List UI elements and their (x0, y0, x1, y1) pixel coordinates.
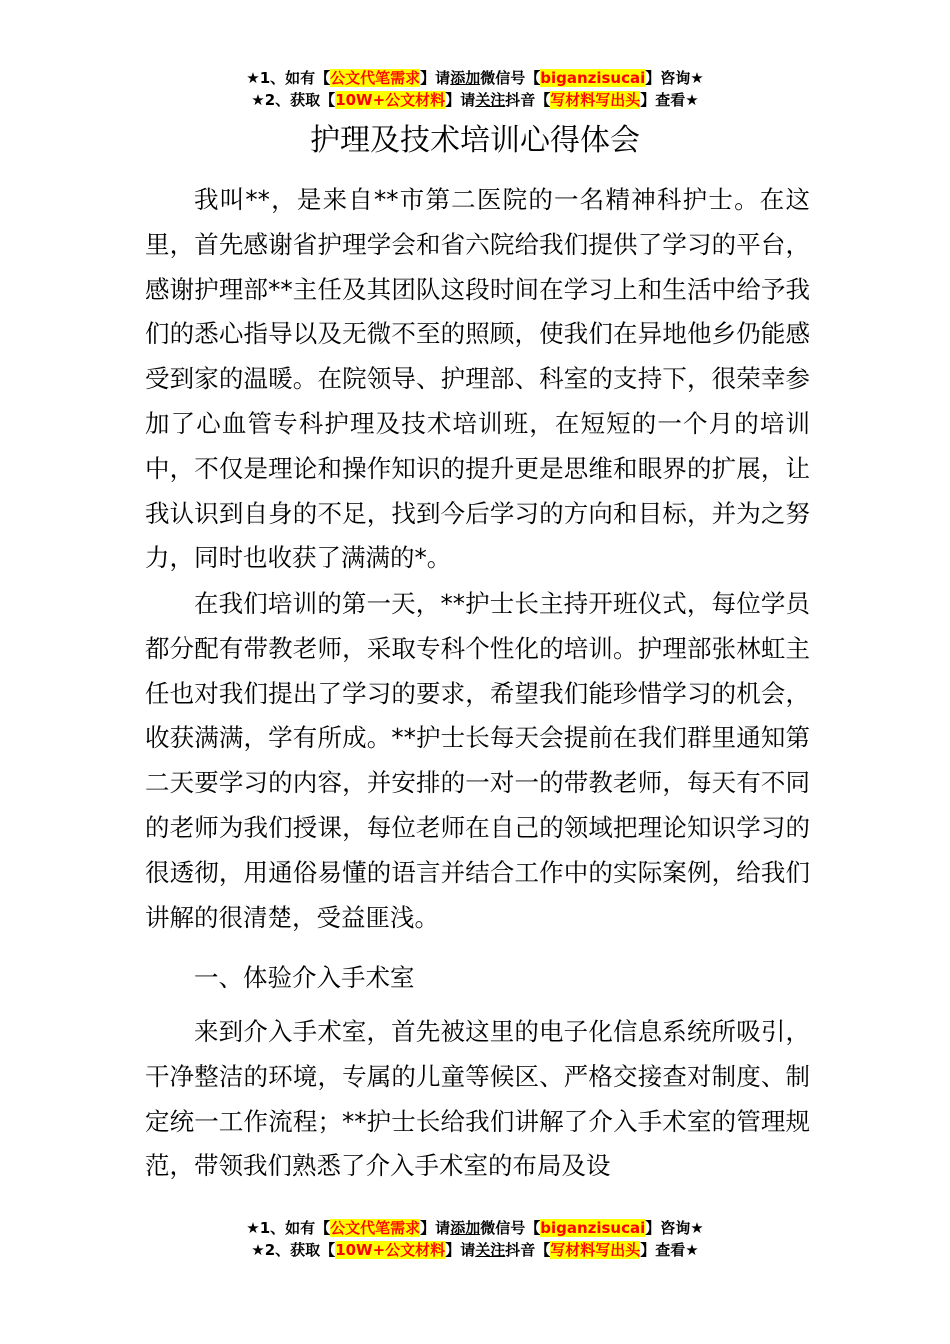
ad-text: 微信号【 (480, 69, 541, 87)
ad-text: ★2、获取【 (251, 91, 336, 109)
ad-underline: 添加 (450, 1219, 481, 1237)
ad-text: 】咨询★ (645, 69, 704, 87)
ad-text: 】请 (420, 69, 451, 87)
ad-text: 】查看★ (640, 91, 699, 109)
ad-line-2 (0, 89, 950, 111)
ad-text: 】咨询★ (645, 1219, 704, 1237)
ad-highlight: 10W+公文材料 (335, 1241, 446, 1259)
ad-wechat-id: biganzisucai (540, 69, 646, 87)
body-paragraph: 在我们培训的第一天，**护士长主持开班仪式，每位学员都分配有带教老师，采取专科个性化的培训。护理部张林虹主任也对我们提出了学习的要求，希望我们能珍惜学习的机会，收获满满，学有所成。**护士长每天会提前在我们群里通知第二天要学习的内容，并安排的一对一的带教老师，每天有不同的老师为我们授课，每位老师在自己的领域把理论知识学习的很透彻，用通俗易懂的语言并结合工作中的实际案例，给我们讲解的很清楚，受益匪浅。 (145, 589, 810, 932)
body-paragraph: 来到介入手术室，首先被这里的电子化信息系统所吸引，干净整洁的环境，专属的儿童等候区、严格交接查对制度、制定统一工作流程；**护士长给我们讲解了介入手术室的管理规范，带领我们熟悉了介入手术室的布局及设 (145, 1017, 810, 1181)
section-heading: 一、体验介入手术室 (194, 963, 415, 992)
ad-text: ★1、如有【 (246, 69, 331, 87)
header-ad-banner (0, 67, 950, 111)
ad-text: 微信号【 (480, 1219, 541, 1237)
ad-text: ★1、如有【 (246, 1219, 331, 1237)
ad-douyin-id: 写材料写出头 (550, 1241, 641, 1259)
ad-line-1 (0, 1217, 950, 1239)
ad-underline: 关注 (475, 91, 506, 109)
ad-underline: 关注 (475, 1241, 506, 1259)
ad-wechat-id: biganzisucai (540, 1219, 646, 1237)
ad-text: 】请 (445, 1241, 476, 1259)
ad-underline: 添加 (450, 69, 481, 87)
ad-text: 】查看★ (640, 1241, 699, 1259)
ad-line-2 (0, 1239, 950, 1261)
ad-highlight: 公文代笔需求 (330, 1219, 421, 1237)
ad-text: 抖音【 (505, 91, 551, 109)
body-paragraph: 我叫**，是来自**市第二医院的一名精神科护士。在这里，首先感谢省护理学会和省六院给我们提供了学习的平台，感谢护理部**主任及其团队这段时间在学习上和生活中给予我们的悉心指导以及无微不至的照顾，使我们在异地他乡仍能感受到家的温暖。在院领导、护理部、科室的支持下，很荣幸参加了心血管专科护理及技术培训班，在短短的一个月的培训中，不仅是理论和操作知识的提升更是思维和眼界的扩展，让我认识到自身的不足，找到今后学习的方向和目标，并为之努力，同时也收获了满满的*。 (145, 185, 810, 573)
ad-douyin-id: 写材料写出头 (550, 91, 641, 109)
document-title: 护理及技术培训心得体会 (310, 123, 640, 158)
footer-ad-banner (0, 1217, 950, 1261)
ad-highlight: 公文代笔需求 (330, 69, 421, 87)
ad-text: 抖音【 (505, 1241, 551, 1259)
ad-text: 】请 (420, 1219, 451, 1237)
ad-text: ★2、获取【 (251, 1241, 336, 1259)
ad-line-1 (0, 67, 950, 89)
ad-text: 】请 (445, 91, 476, 109)
ad-highlight: 10W+公文材料 (335, 91, 446, 109)
